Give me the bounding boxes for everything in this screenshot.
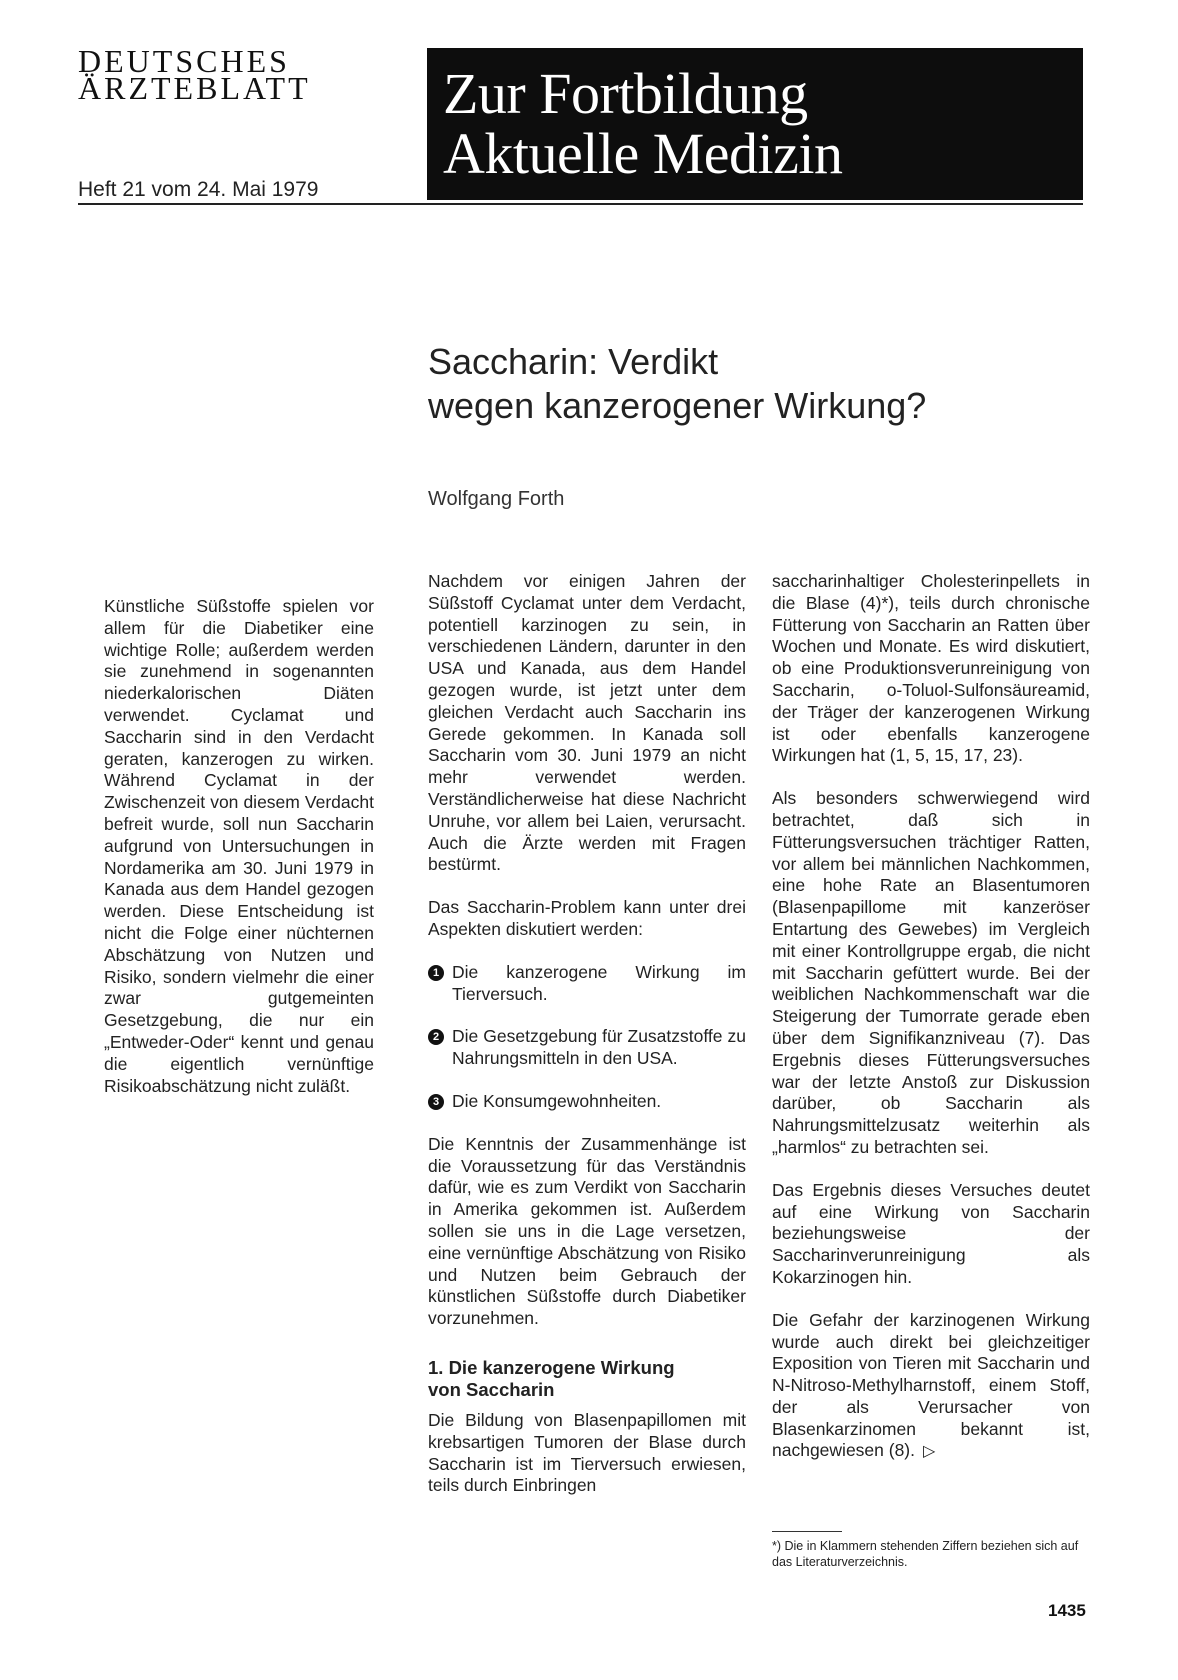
paragraph-text: Die Gefahr der karzinogenen Wirkung wurde auch direkt bei gleichzeitiger Exposition von Tieren mit Saccharin und N-Nitroso-Methylharnstoff, einem Stoff, der als Verursacher von Blasenkarzinomen bekannt ist, nachgewiesen (8). (772, 1309, 1090, 1461)
list-item (428, 1091, 746, 1113)
paragraph: Nachdem vor einigen Jahren der Süßstoff Cyclamat unter dem Verdacht, potentiell karzinogen zu sein, in verschiedenen Ländern, darunter in den USA und Kanada, aus dem Handel gezogen wurde, ist jetzt unter dem gleichen Verdacht auch Saccharin ins Gerede gekommen. In Kanada soll Saccharin vom 30. Juni 1979 an nicht mehr verwendet werden. Verständlicherweise hat diese Nachricht Unruhe, vor allem bei Laien, verursacht. Auch die Ärzte werden mit Fragen bestürmt. (428, 571, 746, 875)
title-line-1: Saccharin: Verdikt (428, 341, 719, 382)
list-item (428, 962, 746, 1006)
footnote: *) Die in Klammern stehenden Ziffern beziehen sich auf das Literaturverzeichnis. (772, 1539, 1079, 1569)
paragraph: Das Saccharin-Problem kann unter drei Aspekten diskutiert werden: (428, 897, 746, 939)
number-badge-icon: 2 (428, 1029, 444, 1045)
author: Wolfgang Forth (428, 488, 565, 510)
masthead-line-2: ÄRZTEBLATT (78, 70, 311, 106)
number-badge-icon: 3 (428, 1094, 444, 1110)
paragraph: Als besonders schwerwiegend wird betrachtet, daß sich in Fütterungsversuchen trächtiger Ratten, vor allem bei männlichen Nachkommen, eine hohe Rate an Blasentumoren (Blasenpapillome mit kanzeröser Entartung des Gewebes) im Vergleich mit einer Kontrollgruppe ergab, die nicht mit Saccharin gefüttert wurde. Bei der weiblichen Nachkommenschaft war die Steigerung der Tumorrate gerade eben über dem Signifikanzniveau (7). Das Ergebnis dieses Fütterungsversuches war der letzte Anstoß zur Diskussion darüber, ob Saccharin als Nahrungsmittelzusatz weiterhin als „harmlos“ zu betrachten sei. (772, 788, 1090, 1157)
masthead-line-1: DEUTSCHES (78, 43, 290, 79)
continue-arrow-icon: ▷ (923, 1443, 936, 1461)
section-banner (427, 48, 1083, 200)
title-line-2: wegen kanzerogener Wirkung? (428, 385, 927, 426)
article-title (428, 340, 1048, 428)
list-item-text: Die Gesetzgebung für Zusatzstoffe zu Nahrungsmitteln in den USA. (452, 1026, 746, 1069)
page-number: 1435 (1048, 1601, 1086, 1620)
footnote-rule (772, 1531, 842, 1532)
number-badge-icon: 1 (428, 965, 444, 981)
list-item-text: Die Konsumgewohnheiten. (452, 1090, 662, 1111)
heading-line-2: von Saccharin (428, 1378, 555, 1400)
abstract: Künstliche Süßstoffe spielen vor allem für die Diabetiker eine wichtige Rolle; außerdem werden sie zunehmend in sogenannten niederkalorischen Diäten verwendet. Cyclamat und Saccharin sind in den Verdacht geraten, kanzerogen zu wirken. Während Cyclamat in der Zwischenzeit von diesem Verdacht befreit wurde, soll nun Saccharin aufgrund von Untersuchungen in Nordamerika am 30. Juni 1979 in Kanada aus dem Handel gezogen werden. Diese Entscheidung ist nicht die Folge einer nüchternen Abschätzung von Nutzen und Risiko, sondern vielmehr die einer zwar gutgemeinten Gesetzgebung, die nur ein „Entweder-Oder“ kennt und genau die eigentlich vernünftige Risikoabschätzung nicht zuläßt. (104, 596, 374, 1096)
header-rule (78, 203, 1083, 205)
list-item (428, 1026, 746, 1070)
paragraph: Die Bildung von Blasenpapillomen mit krebsartigen Tumoren der Blase durch Saccharin ist im Tierversuch erwiesen, teils durch Einbringen (428, 1409, 746, 1496)
column-1 (428, 571, 746, 1518)
section-line-2: Aktuelle Medizin (443, 121, 843, 186)
paragraph: Das Ergebnis dieses Versuches deutet auf eine Wirkung von Saccharin beziehungsweise der Saccharinverunreinigung als Kokarzinogen hin. (772, 1179, 1090, 1287)
paragraph-with-end-mark (772, 1310, 1090, 1464)
heading-line-1: 1. Die kanzerogene Wirkung (428, 1356, 675, 1378)
issue-line: Heft 21 vom 24. Mai 1979 (78, 178, 319, 201)
paragraph: Die Kenntnis der Zusammenhänge ist die Voraussetzung für das Verständnis dafür, wie es zum Verdikt von Saccharin in Amerika gekommen ist. Außerdem sollen sie uns in die Lage versetzen, eine vernünftige Abschätzung von Risiko und Nutzen beim Gebrauch der künstlichen Süßstoffe durch Diabetiker vorzunehmen. (428, 1133, 746, 1329)
section-line-1: Zur Fortbildung (443, 61, 808, 126)
column-2 (772, 571, 1090, 1484)
masthead-logo (78, 43, 408, 106)
list-item-text: Die kanzerogene Wirkung im Tierversuch. (452, 961, 746, 1004)
section-heading (428, 1357, 746, 1401)
paragraph: saccharinhaltiger Cholesterinpellets in die Blase (4)*), teils durch chronische Fütterung von Saccharin an Ratten über Wochen und Monate. Es wird diskutiert, ob eine Produktionsverunreinigung von Saccharin, o-Toluol-Sulfonsäureamid, der Träger der kanzerogenen Wirkung ist oder ebenfalls kanzerogene Wirkungen hat (1, 5, 15, 17, 23). (772, 571, 1090, 766)
